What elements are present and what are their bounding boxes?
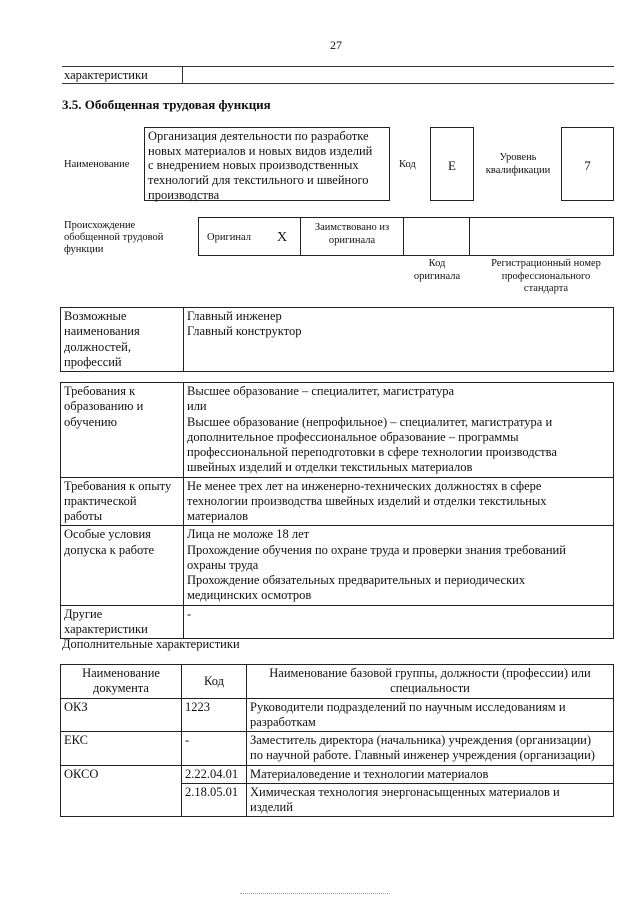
doc-cell: ОКЗ	[61, 698, 182, 732]
additional-title: Дополнительные характеристики	[62, 637, 240, 651]
additional-table	[60, 664, 614, 817]
original-label: Оригинал	[207, 232, 251, 243]
requirement-label: Требования к опыту практической работы	[61, 477, 184, 526]
requirement-label: Особые условия допуска к работе	[61, 526, 184, 605]
requirement-label: Другие характеристики	[61, 605, 184, 639]
function-name-label: Наименование	[64, 159, 130, 170]
requirement-value: Не менее трех лет на инженерно-технических должностях в сфере технологии производства швейных изделий и отделки текстильных материалов	[184, 477, 614, 526]
name-cell: Заместитель директора (начальника) учреждения (организации) по научной работе. Главный инженер учреждения (организации)	[247, 732, 614, 766]
code-cell: 1223	[182, 698, 247, 732]
code-cell: 2.22.04.01	[182, 765, 247, 783]
requirement-value: -	[184, 605, 614, 639]
top-continuation-row	[62, 66, 614, 84]
requirement-row-experience	[61, 477, 614, 526]
section-title: 3.5. Обобщенная трудовая функция	[62, 97, 271, 112]
top-row-label: характеристики	[64, 68, 148, 82]
code-box	[430, 127, 474, 201]
positions-values: Главный инженер Главный конструктор	[184, 308, 614, 372]
requirement-value: Лица не моложе 18 лет Прохождение обучения по охране труда и проверки знания требований охраны труда Прохождение обязательных предварительных и периодических медицинских осмотров	[184, 526, 614, 605]
requirement-value: Высшее образование – специалитет, магистратура или Высшее образование (непрофильное) – специалитет, магистратура и дополнительное профессиональное образование – программы профессиональной переподготовки в сфере технологии производства швейных изделий и отделки текстильных материалов	[184, 383, 614, 478]
scan-artifact-line	[240, 893, 390, 894]
code-cell: 2.18.05.01	[182, 783, 247, 817]
origin-divider-1	[300, 218, 301, 255]
borrowed-label: Заимствовано из оригинала	[314, 222, 390, 246]
table-row	[61, 765, 614, 783]
function-name-box	[144, 127, 390, 201]
origin-divider-3	[469, 218, 470, 255]
level-box	[561, 127, 614, 201]
code-cell: -	[182, 732, 247, 766]
name-cell: Материаловедение и технологии материалов	[247, 765, 614, 783]
origin-box	[198, 217, 614, 256]
doc-cell: ЕКС	[61, 732, 182, 766]
requirements-table	[60, 382, 614, 639]
page-number: 27	[330, 38, 342, 52]
requirement-row-other	[61, 605, 614, 639]
code-value: E	[448, 158, 456, 173]
doc-cell: ОКСО	[61, 765, 182, 817]
level-label: Уровень квалификации	[485, 152, 551, 176]
top-row-divider	[182, 67, 183, 83]
additional-header-row	[61, 665, 614, 699]
header-name: Наименование базовой группы, должности (профессии) или специальности	[247, 665, 614, 699]
reg-number-label: Регистрационный номер профессионального стандарта	[491, 258, 601, 295]
positions-label: Возможные наименования должностей, профессий	[61, 308, 184, 372]
requirement-row-education	[61, 383, 614, 478]
code-original-label: Код оригинала	[413, 258, 461, 282]
name-cell: Руководители подразделений по научным исследованиям и разработкам	[247, 698, 614, 732]
function-name-value: Организация деятельности по разработке новых материалов и новых видов изделий с внедрением новых производственных технологий для текстильного и швейного производства	[148, 129, 373, 202]
positions-table	[60, 307, 614, 372]
level-value: 7	[584, 158, 591, 173]
header-document: Наименование документа	[61, 665, 182, 699]
table-row	[61, 698, 614, 732]
requirement-row-special-conditions	[61, 526, 614, 605]
requirement-label: Требования к образованию и обучению	[61, 383, 184, 478]
code-label: Код	[399, 159, 416, 170]
header-code: Код	[182, 665, 247, 699]
original-mark: X	[277, 230, 288, 245]
table-row	[61, 732, 614, 766]
origin-divider-2	[403, 218, 404, 255]
origin-label: Происхождение обобщенной трудовой функции	[64, 220, 164, 256]
name-cell: Химическая технология энергонасыщенных материалов и изделий	[247, 783, 614, 817]
